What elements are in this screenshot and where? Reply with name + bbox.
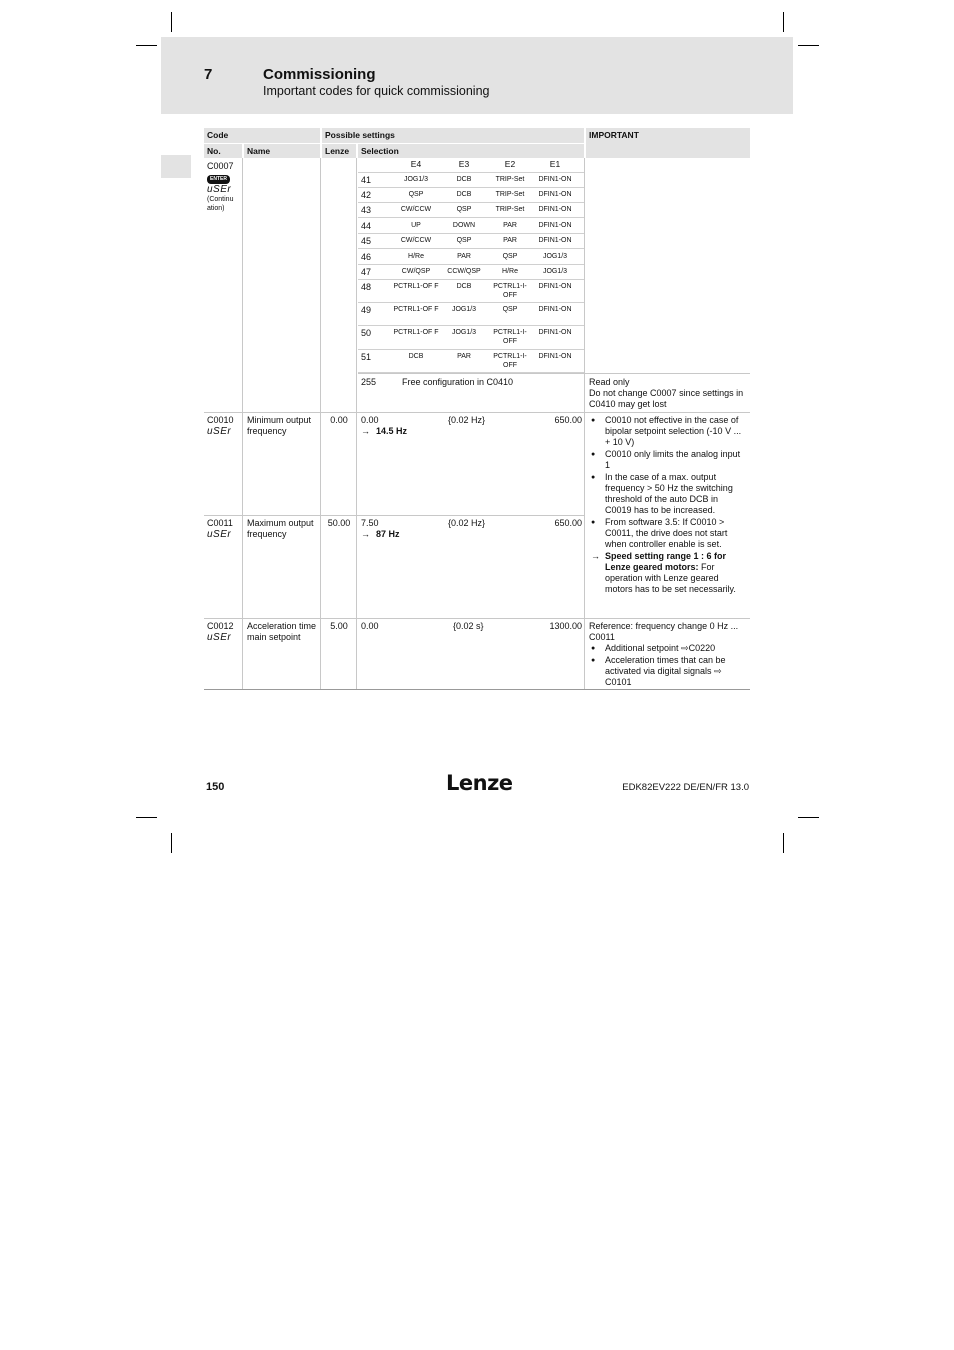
cell-e4: UP	[411, 222, 421, 229]
lenze-c0010: 0.00	[330, 415, 348, 425]
cell-e1: DFIN1-ON	[538, 283, 572, 290]
chapter-number: 7	[204, 66, 213, 83]
cell-e1: DFIN1-ON	[538, 353, 572, 360]
cell-e1: DFIN1-ON	[538, 237, 572, 244]
chapter-subtitle: Important codes for quick commissioning	[263, 84, 490, 98]
crop-mark	[136, 45, 157, 46]
cell-e3: PAR	[457, 353, 471, 360]
header-selection: Selection	[358, 144, 584, 158]
cell-e4: CW/CCW	[400, 237, 432, 244]
user-menu-icon: uSEr	[207, 632, 232, 643]
important-line: Reference: frequency change 0 Hz ... C0011	[589, 621, 739, 642]
document-id: EDK82EV222 DE/EN/FR 13.0	[622, 782, 749, 793]
row-number: 51	[361, 352, 372, 362]
name-c0011: Maximum output frequency	[247, 518, 314, 539]
cell-e3: DCB	[456, 283, 472, 290]
selection-column-headers	[358, 158, 584, 173]
grid-line	[242, 158, 243, 690]
cell-e3: PAR	[457, 253, 471, 260]
grid-line	[358, 373, 750, 374]
header-possible-settings: Possible settings	[322, 128, 584, 143]
code-number: C0007	[207, 161, 234, 171]
selection-row	[358, 234, 584, 249]
cell-e4: DCB	[408, 353, 424, 360]
crop-mark	[783, 833, 784, 853]
code-number: C0011	[207, 518, 233, 528]
cell-e2: TRIP-Set	[495, 176, 525, 183]
name-c0012: Acceleration time main setpoint	[247, 621, 317, 642]
step-value: {0.02 Hz}	[448, 415, 486, 425]
row-number: 50	[361, 328, 372, 338]
max-value: 650.00	[554, 415, 582, 425]
bullet-item: ● C0010 not effective in the case of bipolar setpoint selection (-10 V ... + 10 V)	[589, 415, 747, 448]
cell-e3: JOG1/3	[451, 329, 477, 336]
cell-e3: QSP	[456, 237, 472, 244]
header-name: Name	[244, 144, 320, 158]
cell-e2: TRIP-Set	[495, 191, 525, 198]
important-line: Do not change C0007 since settings in C0410 may get lost	[589, 388, 744, 409]
arrow-note-text: For operation with Lenze geared motors has to be set necessarily.	[605, 562, 736, 594]
important-line: Read only	[589, 377, 630, 387]
row-number: 46	[361, 252, 372, 262]
cell-e3: CCW/QSP	[447, 268, 481, 275]
cell-e1: DFIN1-ON	[538, 306, 572, 313]
arrow-icon: →	[361, 529, 370, 539]
bullet-item: ● In the case of a max. output frequency > 50 Hz the switching threshold of the auto DCB in C0019 has to be increased.	[589, 472, 747, 516]
row-number: 48	[361, 282, 372, 292]
cell-e1: JOG1/3	[542, 253, 568, 260]
cell-e2: PAR	[503, 222, 517, 229]
cell-e4: CW/CCW	[400, 206, 432, 213]
codes-table	[204, 128, 750, 691]
crop-mark	[171, 12, 172, 32]
lenze-c0011: 50.00	[327, 518, 351, 528]
side-tab-marker	[161, 155, 191, 178]
header-no: No.	[204, 144, 242, 158]
cell-e4: CW/QSP	[401, 268, 431, 275]
selection-row	[358, 303, 584, 326]
code-number: C0010	[207, 415, 234, 425]
cell-e2: PCTRL1-I-OFF	[493, 283, 527, 299]
arrow-value: 14.5 Hz	[376, 426, 408, 436]
bullet-list	[589, 643, 747, 688]
code-c0011	[204, 516, 242, 542]
crop-mark	[798, 45, 819, 46]
arrow-icon: →	[591, 551, 600, 561]
selection-row	[358, 326, 584, 350]
cell-e3: DOWN	[452, 222, 476, 229]
selection-c0010	[358, 413, 584, 443]
cell-e2: PCTRL1-I-OFF	[493, 353, 527, 369]
cell-e1: JOG1/3	[542, 268, 568, 275]
code-c0007	[204, 159, 242, 215]
user-menu-icon: uSEr	[207, 184, 232, 195]
cell-e4: PCTRL1-OF F	[393, 283, 439, 290]
user-menu-icon: uSEr	[207, 529, 232, 540]
bullet-list	[589, 415, 747, 550]
header-lenze: Lenze	[322, 144, 356, 158]
max-value: 650.00	[554, 518, 582, 528]
bullet-item: ● C0010 only limits the analog input 1	[589, 449, 747, 471]
cell-e1: DFIN1-ON	[538, 176, 572, 183]
arrow-value: 87 Hz	[376, 529, 400, 539]
crop-mark	[798, 817, 819, 818]
header-code: Code	[204, 128, 320, 143]
step-value: {0.02 s}	[453, 621, 484, 631]
code-c0010	[204, 413, 242, 439]
row-text: Free configuration in C0410	[402, 377, 514, 387]
crop-mark	[783, 12, 784, 32]
arrow-note-bold: Speed setting range 1 : 6 for Lenze geared motors:	[605, 551, 727, 572]
cell-e3: DCB	[456, 176, 472, 183]
grid-line	[320, 158, 321, 690]
selection-row	[358, 280, 584, 303]
row-number: 255	[361, 377, 377, 387]
cell-e1: DFIN1-ON	[538, 222, 572, 229]
cell-e2: PCTRL1-I-OFF	[493, 329, 527, 345]
cell-e4: QSP	[408, 191, 424, 198]
selection-row	[358, 188, 584, 203]
col-e1: E1	[549, 159, 561, 169]
grid-line	[584, 158, 585, 690]
bullet-item: ● From software 3.5: If C0010 > C0011, the drive does not start when controller enable is set.	[589, 517, 747, 550]
user-menu-icon: uSEr	[207, 426, 232, 437]
cell-e4: PCTRL1-OF F	[393, 306, 439, 313]
important-c0007	[586, 375, 750, 412]
chapter-title: Commissioning	[263, 66, 376, 83]
enter-key-icon: ENTER	[207, 175, 230, 184]
cell-e2: H/Re	[502, 268, 518, 275]
selection-row	[358, 203, 584, 218]
min-value: 0.00	[361, 621, 379, 631]
min-value: 0.00	[361, 415, 379, 425]
code-c0012	[204, 619, 242, 645]
row-number: 42	[361, 190, 372, 200]
crop-mark	[171, 833, 172, 853]
cell-e2: QSP	[502, 253, 518, 260]
row-number: 45	[361, 236, 372, 246]
crop-mark	[136, 817, 157, 818]
important-c0010-c0011	[586, 413, 750, 597]
cell-e2: TRIP-Set	[495, 206, 525, 213]
continuation-note: (Continu ation)	[207, 196, 234, 212]
cell-e3: DCB	[456, 191, 472, 198]
selection-row	[358, 173, 584, 188]
cell-e1: DFIN1-ON	[538, 206, 572, 213]
cell-e1: DFIN1-ON	[538, 329, 572, 336]
selection-row	[358, 219, 584, 234]
max-value: 1300.00	[549, 621, 582, 631]
lenze-logo: Lenze	[446, 771, 513, 795]
chapter-header-band	[161, 37, 793, 114]
cell-e2: QSP	[502, 306, 518, 313]
min-value: 7.50	[361, 518, 379, 528]
row-number: 41	[361, 175, 372, 185]
grid-line	[356, 158, 357, 690]
bullet-item: ● Acceleration times that can be activated via digital signals ⇨ C0101	[589, 655, 747, 688]
important-c0012	[586, 619, 750, 691]
row-number: 43	[361, 205, 372, 215]
selection-row	[358, 265, 584, 280]
selection-row-255	[358, 375, 584, 390]
arrow-icon: →	[361, 426, 370, 436]
step-value: {0.02 Hz}	[448, 518, 486, 528]
bullet-item: ● Additional setpoint ⇨C0220	[589, 643, 747, 654]
cell-e3: JOG1/3	[451, 306, 477, 313]
col-e4: E4	[410, 159, 422, 169]
selection-c0012	[358, 619, 584, 634]
cell-e4: H/Re	[408, 253, 424, 260]
cell-e4: PCTRL1-OF F	[393, 329, 439, 336]
name-c0010: Minimum output frequency	[247, 415, 312, 436]
selection-c0011	[358, 516, 584, 546]
cell-e4: JOG1/3	[403, 176, 429, 183]
selection-row	[358, 250, 584, 265]
selection-row	[358, 350, 584, 373]
cell-e2: PAR	[503, 237, 517, 244]
cell-e3: QSP	[456, 206, 472, 213]
row-number: 47	[361, 267, 372, 277]
col-e2: E2	[504, 159, 516, 169]
row-number: 49	[361, 305, 372, 315]
header-important: IMPORTANT	[586, 128, 750, 158]
row-number: 44	[361, 221, 372, 231]
page-number: 150	[206, 781, 225, 793]
code-number: C0012	[207, 621, 234, 631]
cell-e1: DFIN1-ON	[538, 191, 572, 198]
col-e3: E3	[458, 159, 470, 169]
lenze-c0012: 5.00	[330, 621, 348, 631]
arrow-note	[589, 551, 747, 595]
